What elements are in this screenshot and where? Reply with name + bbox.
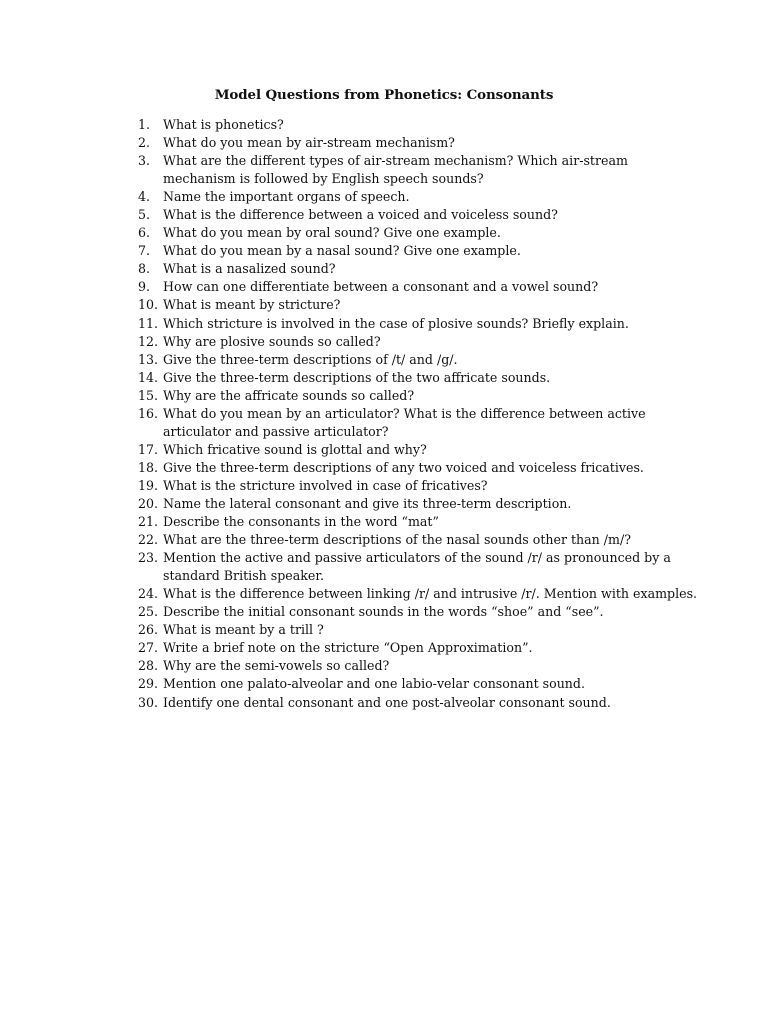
question-text: Identify one dental consonant and one post-alveolar consonant sound.	[163, 694, 611, 710]
question-number: 12.	[138, 333, 159, 349]
question-number: 27.	[138, 640, 159, 656]
question-text: What is phonetics?	[163, 117, 284, 132]
question-text: Which fricative sound is glottal and why?	[163, 441, 427, 457]
question-text: What is a nasalized sound?	[163, 261, 336, 277]
question-number: 24.	[138, 586, 159, 602]
question-number: 30.	[138, 694, 159, 710]
question-number: 8.	[138, 261, 151, 277]
question-item	[138, 639, 698, 657]
question-number: 16.	[138, 405, 159, 421]
question-item	[138, 315, 698, 333]
question-number: 11.	[138, 315, 159, 331]
question-number: 13.	[138, 351, 159, 367]
question-item	[138, 549, 698, 585]
question-number: 28.	[138, 658, 159, 674]
question-number: 14.	[138, 369, 159, 385]
question-item	[138, 134, 698, 152]
question-item	[138, 152, 698, 188]
question-number: 17.	[138, 441, 159, 457]
question-text: What do you mean by a nasal sound? Give one example.	[163, 243, 521, 259]
question-item	[138, 585, 698, 603]
question-text: Which stricture is involved in the case of plosive sounds? Briefly explain.	[163, 315, 629, 331]
question-item	[138, 387, 698, 405]
question-item	[138, 296, 698, 314]
question-text: Name the lateral consonant and give its three-term description.	[163, 495, 572, 511]
question-number: 15.	[138, 387, 159, 403]
question-item	[138, 531, 698, 549]
question-item	[138, 351, 698, 369]
question-item	[138, 495, 698, 513]
question-text: Give the three-term descriptions of the two affricate sounds.	[163, 369, 551, 385]
question-text: What is the difference between linking /r/ and intrusive /r/. Mention with examples.	[163, 586, 698, 602]
question-text: What are the different types of air-stream mechanism? Which air-stream mechanism is followed by English speech sounds?	[163, 153, 628, 187]
question-item	[138, 513, 698, 531]
question-text: Why are plosive sounds so called?	[163, 333, 381, 349]
question-item	[138, 369, 698, 387]
question-text: Mention one palato-alveolar and one labio-velar consonant sound.	[163, 676, 585, 692]
question-text: How can one differentiate between a consonant and a vowel sound?	[163, 279, 599, 295]
question-number: 7.	[138, 243, 151, 259]
question-item	[138, 675, 698, 693]
question-item	[138, 405, 698, 441]
question-number: 29.	[138, 676, 159, 692]
question-item	[138, 188, 698, 206]
question-item	[138, 694, 698, 712]
question-item	[138, 116, 698, 134]
document-title: Model Questions from Phonetics: Consonants	[214, 87, 554, 103]
question-text: What is the stricture involved in case of fricatives?	[163, 477, 488, 493]
question-text: What do you mean by an articulator? What is the difference between active articulator and passive articulator?	[163, 405, 646, 439]
question-number: 25.	[138, 604, 159, 620]
question-item	[138, 278, 698, 296]
question-text: Why are the affricate sounds so called?	[163, 387, 415, 403]
question-list	[138, 116, 698, 712]
question-number: 19.	[138, 477, 159, 493]
question-text: What is meant by stricture?	[163, 297, 341, 313]
question-text: Name the important organs of speech.	[163, 189, 410, 205]
question-number: 1.	[138, 117, 151, 132]
question-text: Write a brief note on the stricture “Open Approximation”.	[163, 640, 533, 656]
question-item	[138, 224, 698, 242]
question-text: Describe the initial consonant sounds in the words “shoe” and “see”.	[163, 604, 604, 620]
question-text: What is the difference between a voiced and voiceless sound?	[163, 207, 558, 223]
question-number: 18.	[138, 459, 159, 475]
question-item	[138, 260, 698, 278]
question-item	[138, 206, 698, 224]
question-text: Mention the active and passive articulators of the sound /r/ as pronounced by a standard British speaker.	[163, 550, 671, 584]
question-text: What is meant by a trill ?	[163, 622, 324, 638]
question-item	[138, 242, 698, 260]
question-number: 9.	[138, 279, 151, 295]
question-number: 20.	[138, 495, 159, 511]
question-text: Give the three-term descriptions of any two voiced and voiceless fricatives.	[163, 459, 644, 475]
question-number: 4.	[138, 189, 151, 205]
question-item	[138, 333, 698, 351]
question-number: 26.	[138, 622, 159, 638]
question-text: Give the three-term descriptions of /t/ and /g/.	[163, 351, 458, 367]
question-number: 22.	[138, 532, 159, 548]
question-item	[138, 657, 698, 675]
question-number: 23.	[138, 550, 159, 566]
question-number: 5.	[138, 207, 151, 223]
question-item	[138, 603, 698, 621]
question-text: Describe the consonants in the word “mat”	[163, 514, 439, 530]
question-text: What are the three-term descriptions of the nasal sounds other than /m/?	[163, 532, 631, 548]
question-text: What do you mean by oral sound? Give one example.	[163, 225, 501, 241]
question-text: Why are the semi-vowels so called?	[163, 658, 390, 674]
question-number: 21.	[138, 514, 159, 530]
question-number: 6.	[138, 225, 151, 241]
question-number: 2.	[138, 135, 151, 151]
question-text: What do you mean by air-stream mechanism?	[163, 135, 455, 151]
question-item	[138, 459, 698, 477]
question-item	[138, 621, 698, 639]
question-item	[138, 441, 698, 459]
question-number: 10.	[138, 297, 159, 313]
question-number: 3.	[138, 153, 151, 169]
question-item	[138, 477, 698, 495]
